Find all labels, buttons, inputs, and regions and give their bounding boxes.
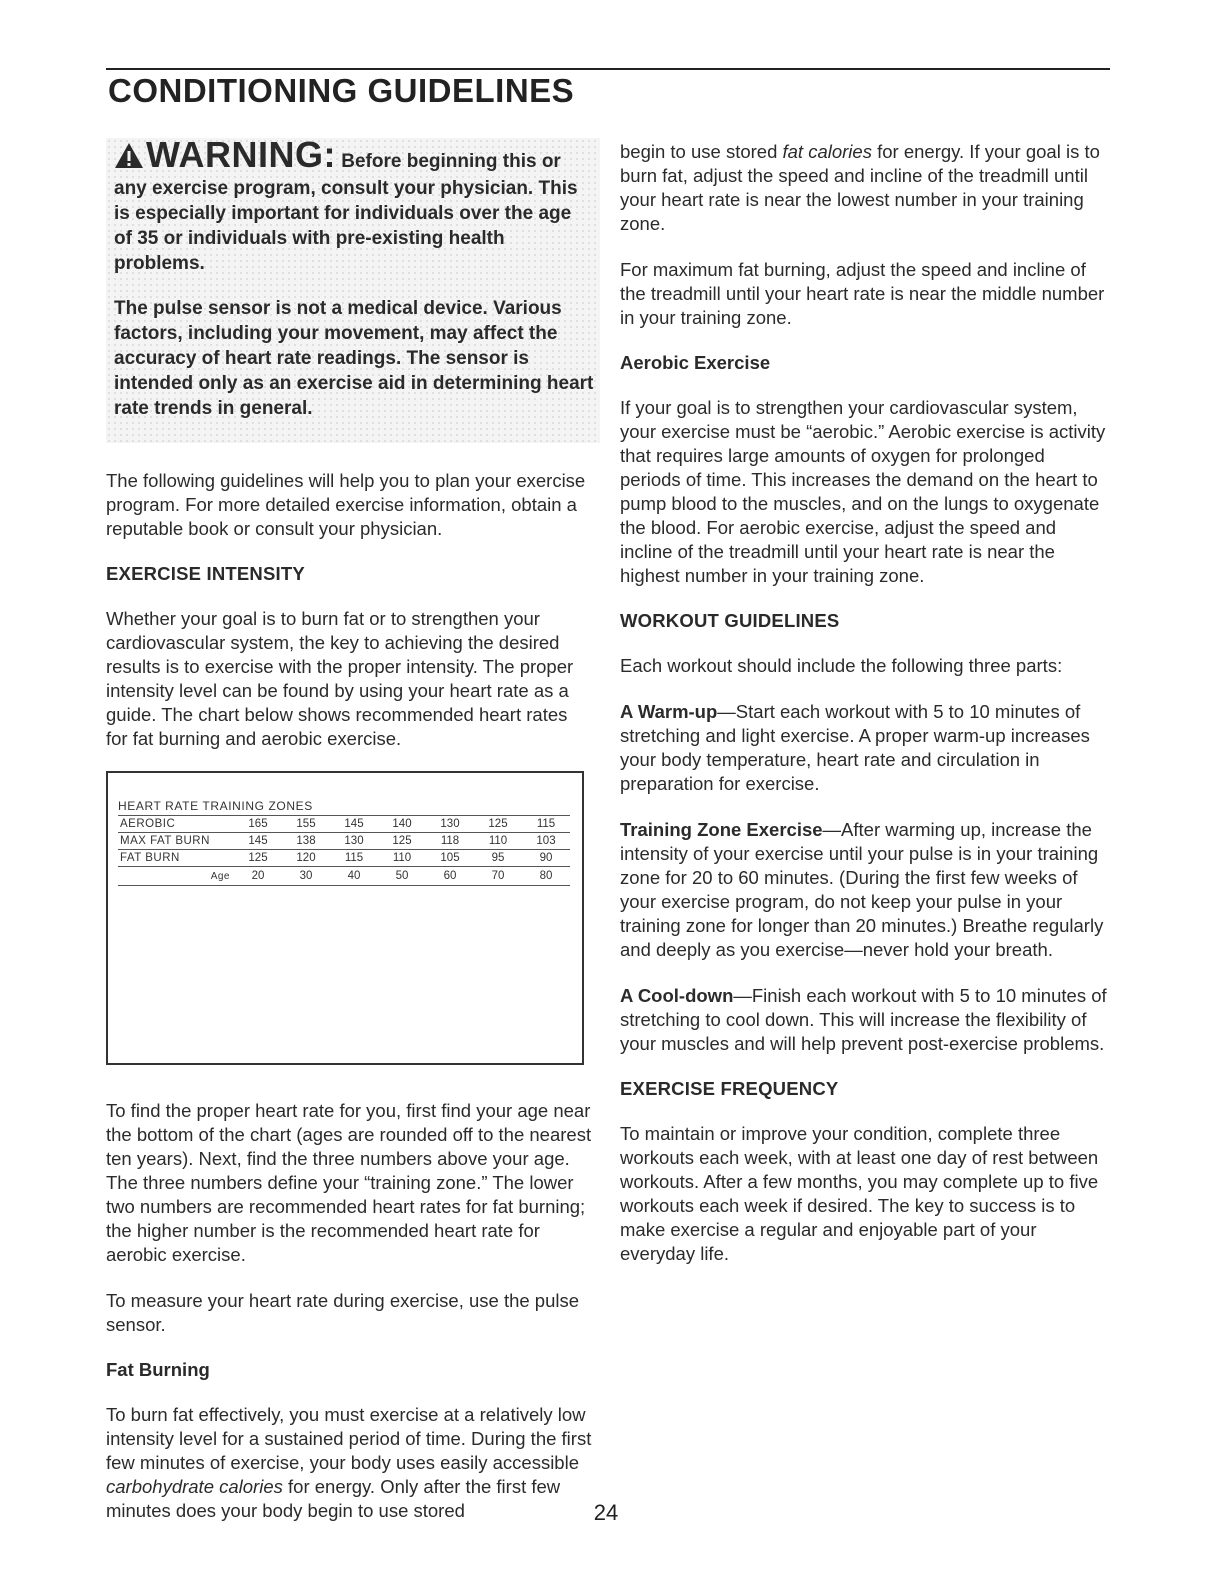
row-label: AEROBIC [118,816,234,833]
heart-rate-cell: 90 [522,850,570,867]
page-title: CONDITIONING GUIDELINES [108,72,575,109]
fat-calories-lead: begin to use stored [620,141,783,162]
heart-rate-cell: 115 [522,816,570,833]
cooldown-lead: A Cool-down [620,985,734,1006]
intensity-paragraph-2: To find the proper heart rate for you, first find your age near the bottom of the chart (ages are rounded off to the nearest ten years). Next, find the three numbers above your age. The three numbers define your “training zone.” The lower two numbers are recommended heart rates for fat burning; the higher number is the recommended heart rate for aerobic exercise. [106,1100,592,1265]
warmup-lead: A Warm-up [620,701,718,722]
heart-rate-cell: 115 [330,850,378,867]
heart-rate-cell: 118 [426,833,474,850]
heart-rate-cell: 110 [474,833,522,850]
intro-paragraph: The following guidelines will help you to plan your exercise program. For more detailed exercise information, obtain a reputable book or consult your physician. [106,470,586,539]
age-cell: 50 [378,867,426,886]
heart-rate-cell: 110 [378,850,426,867]
exercise-frequency-heading: EXERCISE FREQUENCY [620,1078,839,1099]
age-cell: 20 [234,867,282,886]
heart-rate-table [118,815,570,886]
training-zone-paragraph [620,818,1110,962]
heart-rate-cell: 103 [522,833,570,850]
heart-rate-cell: 145 [234,833,282,850]
table-row [118,850,570,867]
age-row [118,867,570,886]
age-cell: 30 [282,867,330,886]
heart-rate-cell: 125 [234,850,282,867]
intensity-paragraph-3: To measure your heart rate during exercise, use the pulse sensor. [106,1290,580,1335]
age-cell: 70 [474,867,522,886]
table-row [118,816,570,833]
workout-intro: Each workout should include the following three parts: [620,655,1063,676]
fat-burning-text-b: for energy. Only after the first few minutes does your body begin to use stored [106,1476,561,1521]
row-label: FAT BURN [118,850,234,867]
heart-rate-cell: 130 [426,816,474,833]
right-column [620,138,1110,1288]
chart-title: HEART RATE TRAINING ZONES [118,799,313,813]
age-cell: 40 [330,867,378,886]
warning-triangle-icon [114,142,144,176]
heart-rate-cell: 165 [234,816,282,833]
fat-burning-paragraph-1-cont [620,140,1110,236]
warning-text: or any exercise program, consult your physician. This is especially important for individuals over the age of 35 or individuals with pre-existing health problems. [114,151,578,274]
title-rule [106,68,1110,70]
heart-rate-cell: 95 [474,850,522,867]
cooldown-text: —Finish each workout with 5 to 10 minutes of stretching to cool down. This will increase the flexibility of your muscles and will help prevent post-exercise problems. [620,985,1107,1054]
warmup-paragraph [620,700,1110,796]
training-zone-lead: Training Zone Exercise [620,819,823,840]
heart-rate-cell: 138 [282,833,330,850]
age-label: Age [118,867,234,886]
fat-burning-text-a: To burn fat effectively, you must exercise at a relatively low intensity level for a sustained period of time. During the first few minutes of exercise, your body uses easily accessible [106,1404,592,1473]
heart-rate-cell: 125 [474,816,522,833]
fat-burning-text-c: for energy. If your goal is to burn fat, adjust the speed and incline of the treadmill until your heart rate is near the lowest number in your training zone. [620,141,1100,234]
sensor-note: The pulse sensor is not a medical device. Various factors, including your movement, may affect the accuracy of heart rate readings. The sensor is intended only as an exercise aid in determining heart rate trends in general. [114,298,594,419]
warning-paragraph [114,134,594,276]
warning-label: WARNING: [146,134,336,175]
age-cell: 60 [426,867,474,886]
fat-burning-heading: Fat Burning [106,1359,210,1380]
heart-rate-cell: 125 [378,833,426,850]
carbohydrate-calories-term: carbohydrate calories [106,1476,283,1497]
frequency-paragraph: To maintain or improve your condition, complete three workouts each week, with at least one day of rest between workouts. After a few months, you may complete up to five workouts each week if desired. The key to success is to make exercise a regular and enjoyable part of your everyday life. [620,1123,1099,1264]
heart-rate-cell: 155 [282,816,330,833]
cooldown-paragraph [620,984,1110,1056]
workout-guidelines-heading: WORKOUT GUIDELINES [620,610,840,631]
page-number: 24 [593,1500,619,1525]
training-zone-text: —After warming up, increase the intensity of your exercise until your pulse is in your training zone for 20 to 60 minutes. (During the first few weeks of your exercise program, do not keep your pulse in your training zone for longer than 20 minutes.) Breathe regularly and deeply as you exercise—never hold your breath. [620,819,1104,960]
age-cell: 80 [522,867,570,886]
intensity-paragraph-1: Whether your goal is to burn fat or to strengthen your cardiovascular system, the key to achieving the desired results is to exercise with the proper intensity. The proper intensity level can be found by using your heart rate as a guide. The chart below shows recommended heart rates for fat burning and aerobic exercise. [106,608,574,749]
heart-rate-cell: 140 [378,816,426,833]
table-row [118,833,570,850]
exercise-intensity-heading: EXERCISE INTENSITY [106,563,305,584]
fat-burning-paragraph-2: For maximum fat burning, adjust the speed and incline of the treadmill until your heart rate is near the middle number in your training zone. [620,259,1105,328]
heart-rate-cell: 120 [282,850,330,867]
heart-rate-cell: 105 [426,850,474,867]
aerobic-heading: Aerobic Exercise [620,352,771,373]
aerobic-paragraph: If your goal is to strengthen your cardiovascular system, your exercise must be “aerobic.” Aerobic exercise is activity that requires large amounts of oxygen for prolonged periods of time. This increases the demand on the heart to pump blood to the muscles, and on the lungs to oxygenate the blood. For aerobic exercise, adjust the speed and incline of the treadmill until your heart rate is near the highest number in your training zone. [620,397,1106,586]
heart-rate-cell: 130 [330,833,378,850]
row-label: MAX FAT BURN [118,833,234,850]
heart-rate-chart [106,771,584,1065]
heart-rate-cell: 145 [330,816,378,833]
left-column [106,134,594,1523]
warmup-text: —Start each workout with 5 to 10 minutes of stretching and light exercise. A proper warm-up increases your body temperature, heart rate and circulation in preparation for exercise. [620,701,1090,794]
warning-lead: Before beginning this [341,151,537,172]
fat-calories-term: fat calories [782,141,872,162]
warning-box [106,134,600,443]
